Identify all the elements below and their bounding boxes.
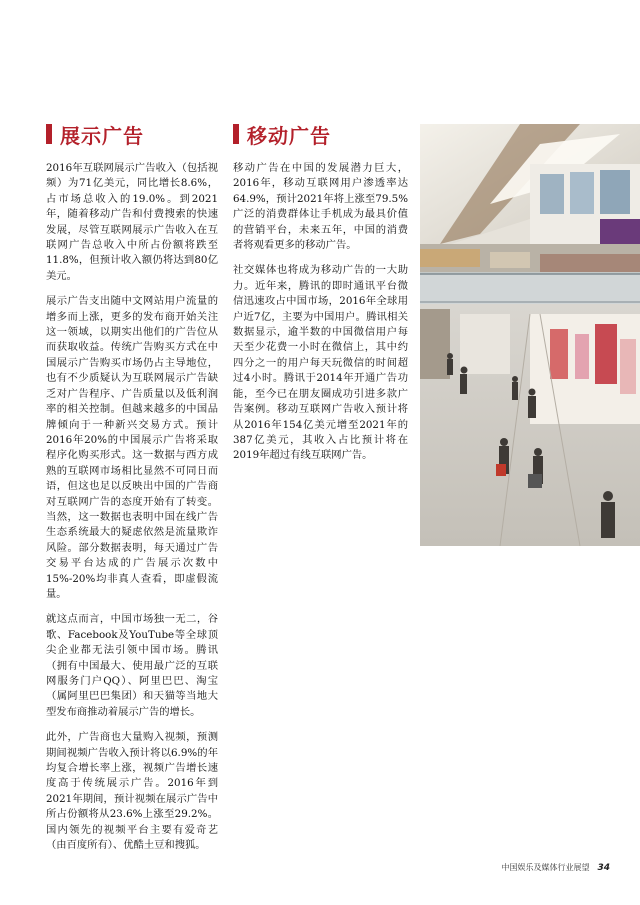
display-ads-paragraph-2: 展示广告支出随中文网站用户流量的增多而上涨，更多的发布商开始关注这一领域，以期实出他们的广告位从而获取收益。传统广告购买方式在中国展示广告购买市场仍占主导地位，也有不少质疑认为互联网展示广告缺乏对广告程序、广告质量以及低利润率的相关控制。但越来越多的中国品牌倾向于一种新兴交易方式。预计2016年20%的中国展示广告将采取程序化购买形式。这一数据与西方成熟的互联网市场相比显然不可同日而语，但这也足以反映出中国的广告商对互联网广告的态度开始有了转变。当然，这一数据也表明中国在线广告生态系统最大的疑虑依然是流量欺诈风险。部分数据表明，每天通过广告交易平台达成的广告展示次数中15%-20%均非真人查看，即虚假流量。 (46, 295, 218, 600)
mobile-ads-title: 移动广告 (247, 123, 331, 148)
shopping-mall-photo (420, 124, 640, 546)
publication-title: 中国娱乐及媒体行业展望 (501, 863, 590, 872)
display-ads-paragraph-3: 就这点而言，中国市场独一无二，谷歌、Facebook及YouTube等全球顶尖企业都无法引领中国市场。腾讯（拥有中国最大、使用最广泛的互联网服务门户QQ）、阿里巴巴、淘宝（属阿里巴巴集团）和天猫等当地大型发布商推动着展示广告的增长。 (46, 613, 218, 718)
heading-accent-bar (46, 124, 52, 144)
display-ads-paragraph-4: 此外，广告商也大量购入视频，预测期间视频广告收入预计将以6.9%的年均复合增长率上涨，视频广告增长速度高于传统展示广告。2016年到2021年期间，预计视频在展示广告中所占份额将从23.6%上涨至29.2%。国内领先的视频平台主要有爱奇艺（由百度所有）、优酷土豆和搜狐。 (46, 731, 218, 852)
mobile-ads-heading (233, 121, 408, 147)
page-number: 34 (597, 863, 610, 873)
page-footer (440, 862, 610, 873)
mobile-ads-paragraph-2: 社交媒体也将成为移动广告的一大助力。近年来，腾讯的即时通讯平台微信迅速攻占中国市场，2016年全球用户近7亿，主要为中国用户。腾讯相关数据显示，逾半数的中国微信用户每天至少花费一小时在微信上，其中约四分之一的用户每天玩微信的时间超过4小时。腾讯于2014年开通广告功能，至今已在朋友圈成功引进多款广告案例。移动互联网广告收入预计将从2016年154亿美元增至2021年的387亿美元，其收入占比预计将在2019年超过有线互联网广告。 (233, 264, 408, 462)
heading-accent-bar (233, 124, 239, 144)
mall-illustration (420, 124, 640, 546)
display-ads-section (46, 121, 218, 863)
display-ads-title: 展示广告 (60, 123, 144, 148)
mobile-ads-paragraph-1: 移动广告在中国的发展潜力巨大，2016年，移动互联网用户渗透率达64.9%，预计2021年将上涨至79.5%广泛的消费群体让手机成为最具价值的营销平台，未来五年，中国的消费者将观看更多的移动广告。 (233, 162, 408, 252)
mobile-ads-section (233, 121, 408, 474)
display-ads-paragraph-1: 2016年互联网展示广告收入（包括视频）为71亿美元，同比增长8.6%，占市场总收入的19.0%。到2021年，随着移动广告和付费搜索的快速发展，尽管互联网展示广告收入在互联网广告总收入中所占份额将跌至11.8%，但预计收入额仍将达到80亿美元。 (46, 162, 218, 282)
display-ads-heading (46, 121, 218, 147)
